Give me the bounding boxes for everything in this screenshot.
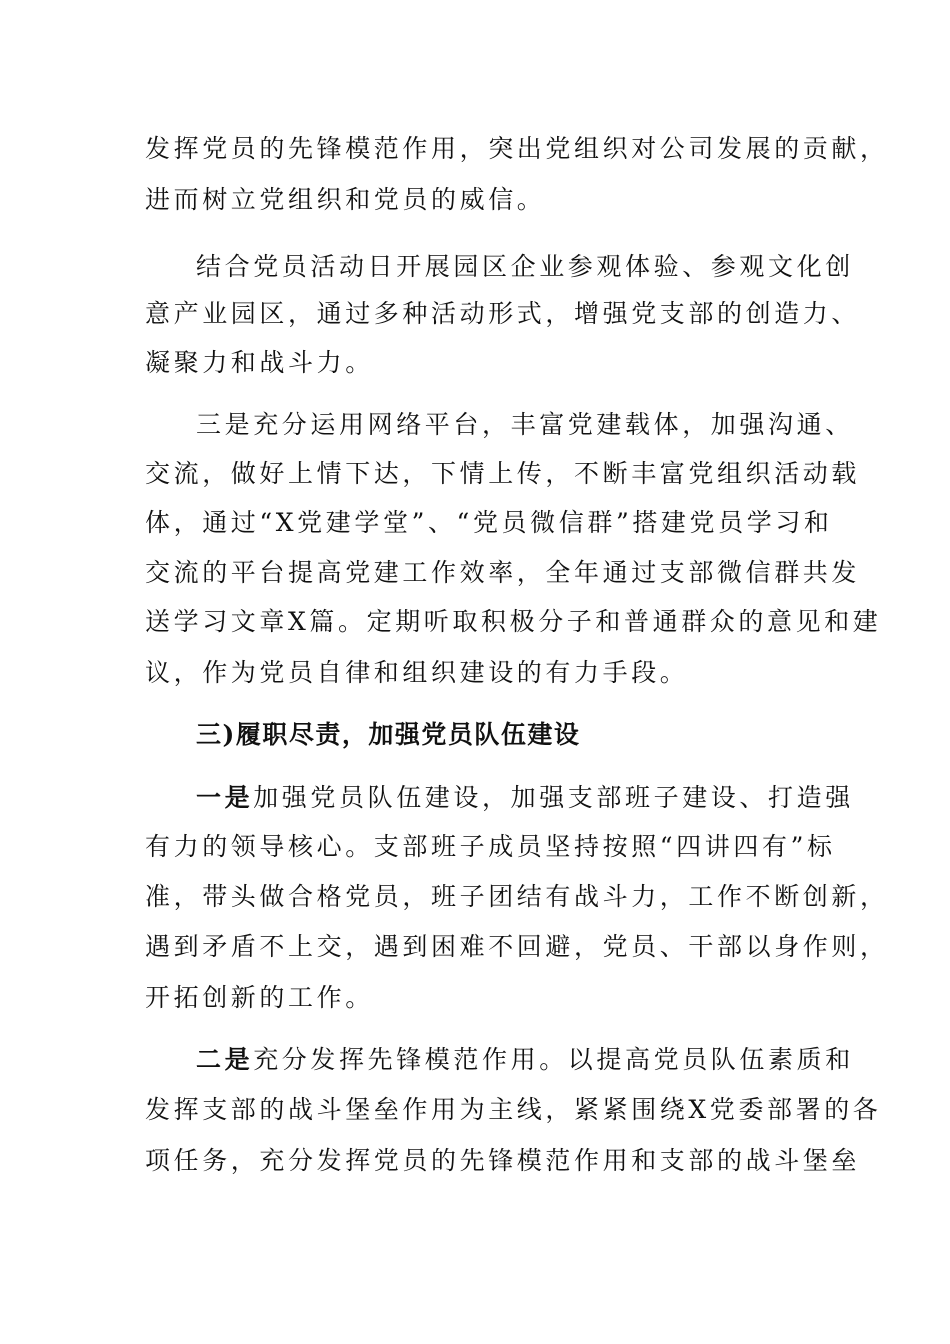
body-text-line: 发挥党员的先锋模范作用，突出党组织对公司发展的贡献， (145, 134, 889, 163)
body-text-line: 交流的平台提高党建工作效率，全年通过支部微信群共发 (145, 558, 861, 587)
paragraph-start-line: 结合党员活动日开展园区企业参观体验、参观文化创 (196, 252, 854, 281)
body-text-line: 意产业园区，通过多种活动形式，增强党支部的创造力、 (145, 299, 861, 328)
body-text-line: 遇到矛盾不上交，遇到困难不回避，党员、干部以身作则， (145, 932, 889, 961)
paragraph-text: 加强党员队伍建设，加强支部班子建设、打造强 (253, 783, 854, 812)
paragraph-start-line: 三是充分运用网络平台，丰富党建载体，加强沟通、 (196, 410, 854, 439)
body-text-line: 送学习文章X篇。定期听取积极分子和普通群众的意见和建 (145, 607, 882, 636)
body-text-line: 体，通过“X党建学堂”、“党员微信群”搭建党员学习和 (145, 508, 833, 537)
body-text-line: 交流，做好上情下达，下情上传，不断丰富党组织活动载 (145, 459, 861, 488)
body-text-line: 凝聚力和战斗力。 (145, 348, 374, 377)
paragraph-start-line (196, 781, 854, 815)
paragraph-lead-first: 一是 (196, 783, 254, 812)
body-text-line: 发挥支部的战斗堡垒作用为主线，紧紧围绕X党委部署的各 (145, 1095, 882, 1124)
paragraph-start-line (196, 1043, 854, 1077)
body-text-line: 进而树立党组织和党员的威信。 (145, 185, 546, 214)
paragraph-text: 充分发挥先锋模范作用。以提高党员队伍素质和 (253, 1045, 854, 1074)
body-text-line: 议，作为党员自律和组织建设的有力手段。 (145, 658, 689, 687)
body-text-line: 开拓创新的工作。 (145, 983, 374, 1012)
body-text-line: 有力的领导核心。支部班子成员坚持按照“四讲四有”标 (145, 832, 836, 861)
body-text-line: 项任务，充分发挥党员的先锋模范作用和支部的战斗堡垒 (145, 1146, 861, 1175)
paragraph-lead-second: 二是 (196, 1045, 254, 1074)
body-text-line: 准，带头做合格党员，班子团结有战斗力，工作不断创新， (145, 882, 889, 911)
section-heading: 三)履职尽责，加强党员队伍建设 (196, 720, 581, 749)
